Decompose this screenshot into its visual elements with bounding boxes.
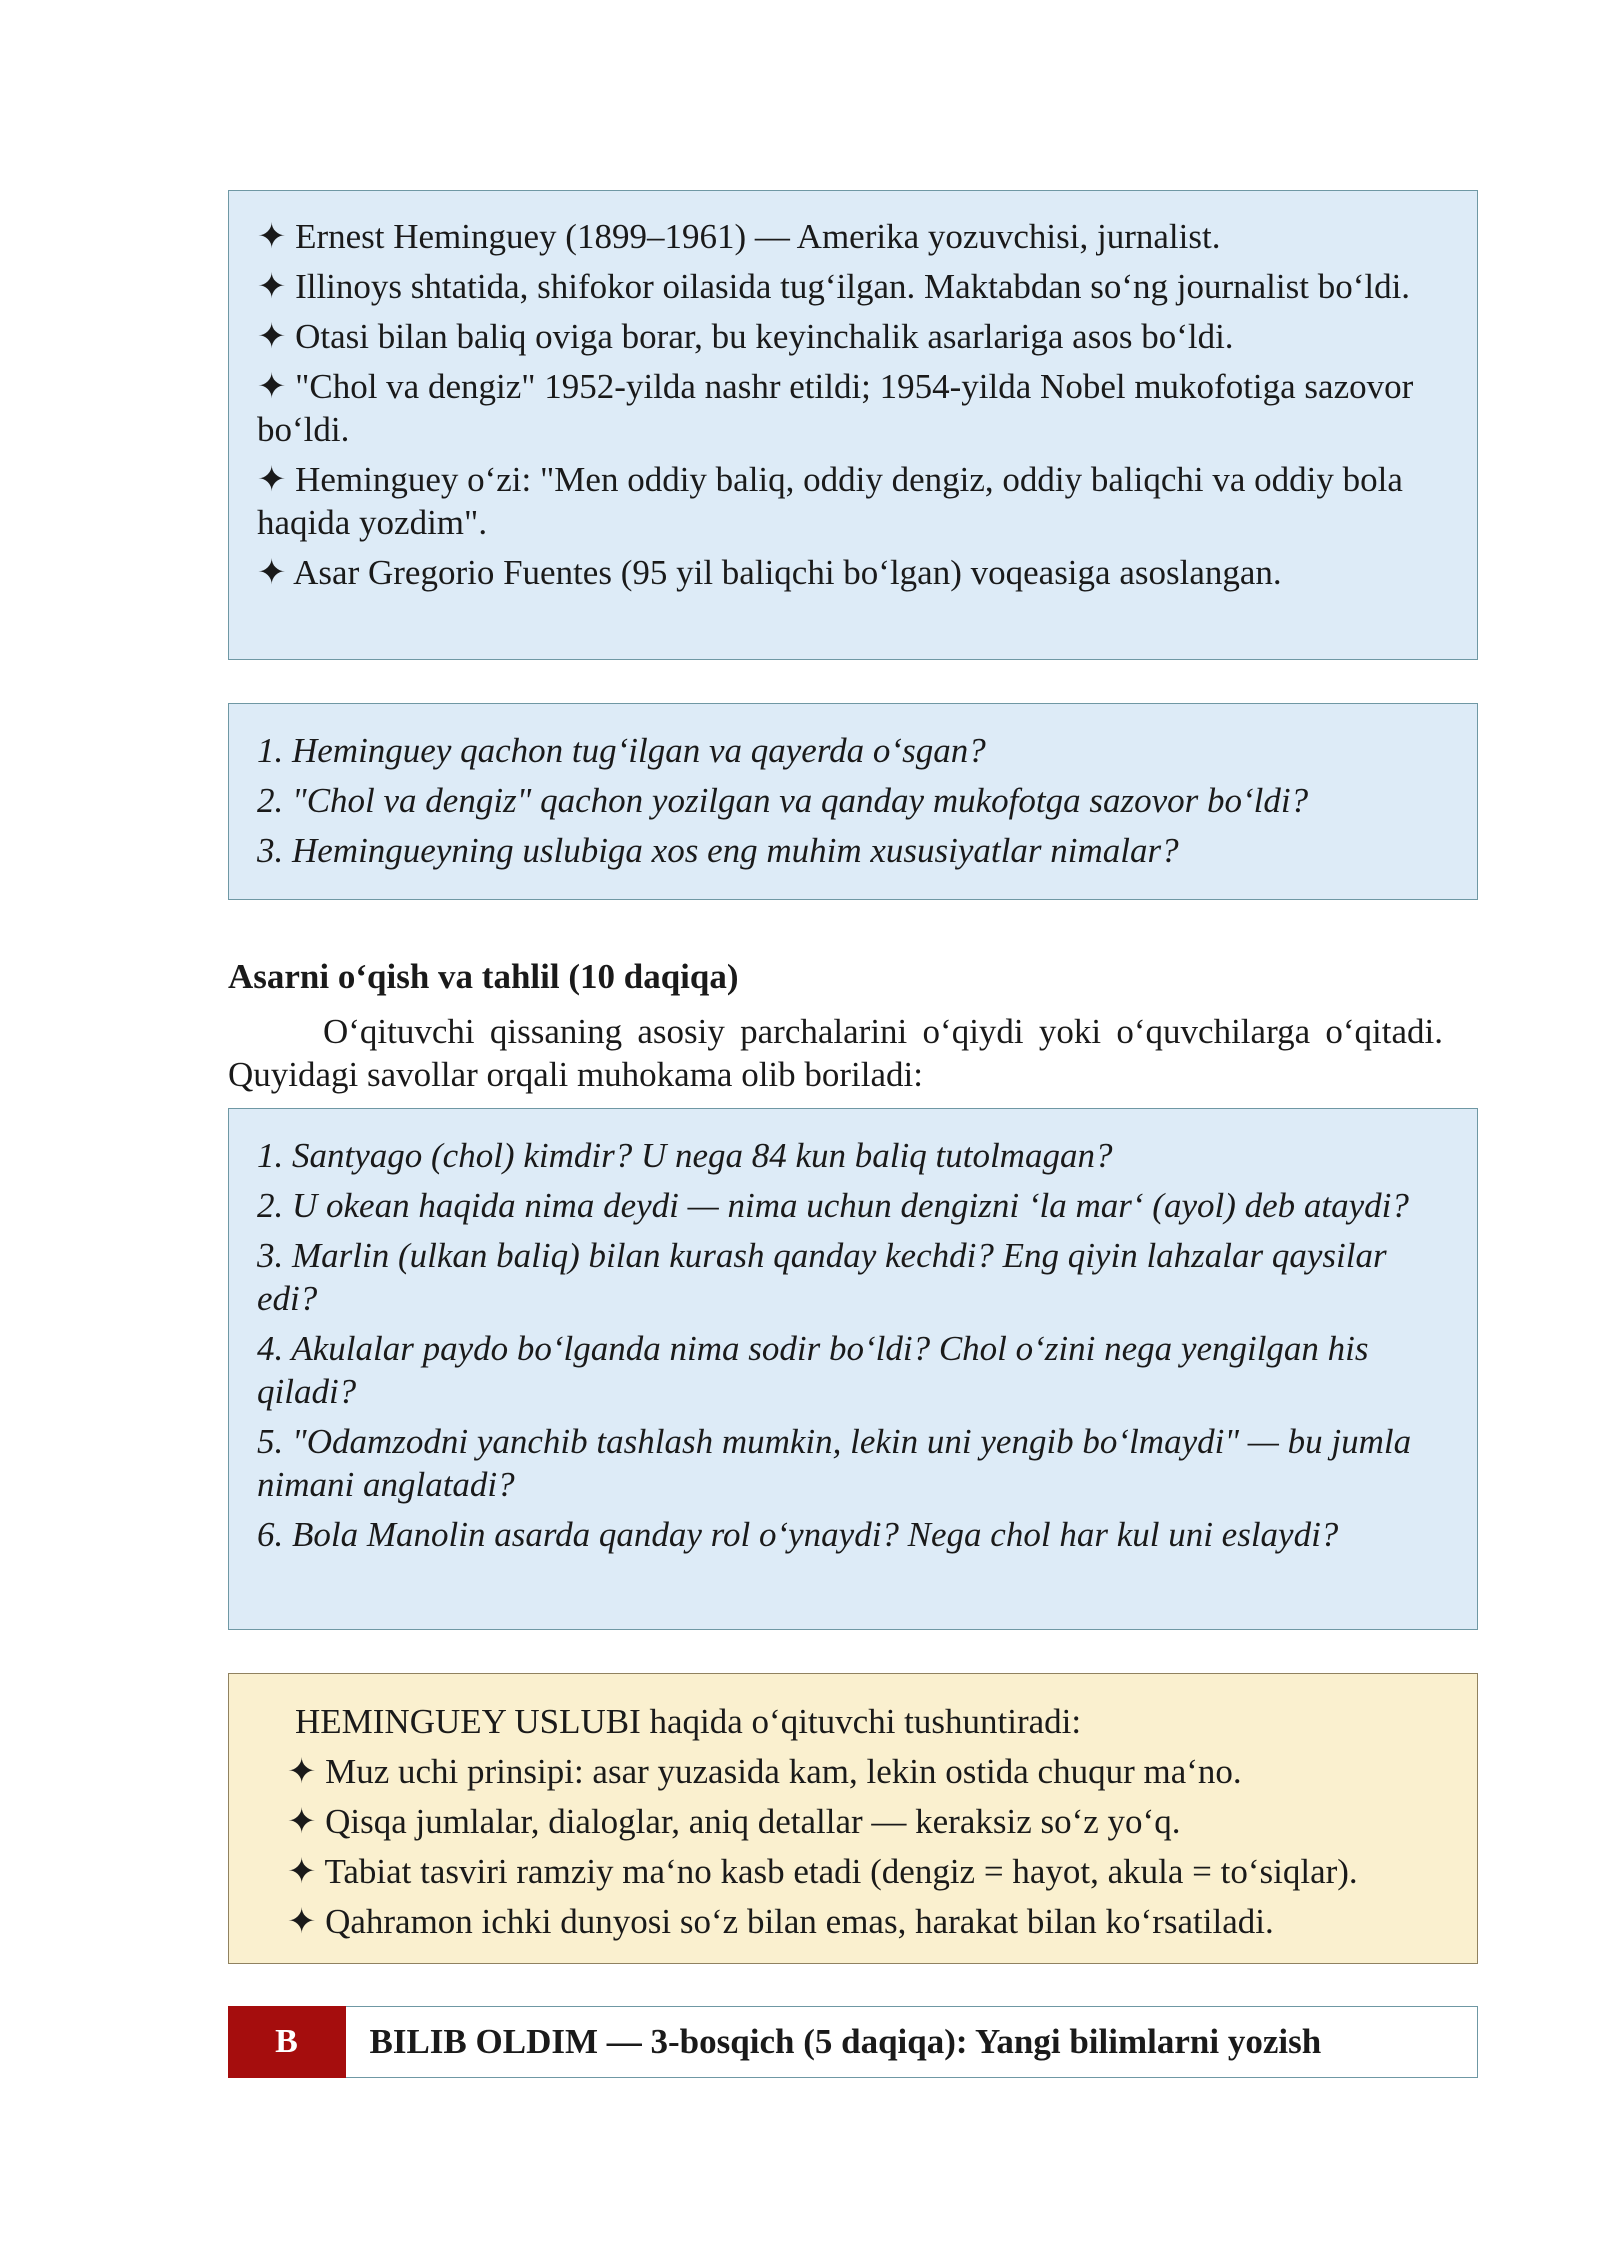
biography-box: [228, 190, 1478, 660]
bio-item: ✦ Heminguey oʻzi: "Men oddiy baliq, oddiy dengiz, oddiy baliqchi va oddiy bola haqida yozdim".: [257, 460, 1403, 542]
bio-item: ✦ Ernest Heminguey (1899–1961) — Amerika yozuvchisi, jurnalist.: [257, 217, 1221, 256]
question-item: 3. Hemingueyning uslubiga xos eng muhim xususiyatlar nimalar?: [257, 831, 1179, 870]
bio-item: ✦ "Chol va dengiz" 1952-yilda nashr etildi; 1954-yilda Nobel mukofotiga sazovor boʻldi.: [257, 367, 1414, 449]
intro-questions-box: [228, 703, 1478, 900]
section-paragraph: Oʻqituvchi qissaning asosiy parchalarini oʻqiydi yoki oʻquvchilarga oʻqitadi. Quyidagi savollar orqali muhokama olib boriladi:: [228, 1012, 1443, 1094]
style-note-item: ✦ Tabiat tasviri ramziy maʻno kasb etadi (dengiz = hayot, akula = toʻsiqlar).: [287, 1852, 1358, 1891]
question-item: 1. Heminguey qachon tugʻilgan va qayerda oʻsgan?: [257, 731, 986, 770]
bio-item: ✦ Illinoys shtatida, shifokor oilasida tugʻilgan. Maktabdan soʻng journalist boʻldi.: [257, 267, 1411, 306]
style-note-heading: HEMINGUEY USLUBI haqida oʻqituvchi tushuntiradi:: [295, 1702, 1082, 1741]
question-item: 4. Akulalar paydo boʻlganda nima sodir boʻldi? Chol oʻzini nega yengilgan his qiladi?: [257, 1329, 1369, 1411]
style-note-item: ✦ Qisqa jumlalar, dialoglar, aniq detallar — keraksiz soʻz yoʻq.: [287, 1802, 1181, 1841]
bio-item: ✦ Asar Gregorio Fuentes (95 yil baliqchi boʻlgan) voqeasiga asoslangan.: [257, 553, 1282, 592]
style-note-item: ✦ Qahramon ichki dunyosi soʻz bilan emas, harakat bilan koʻrsatiladi.: [287, 1902, 1274, 1941]
style-note-item: ✦ Muz uchi prinsipi: asar yuzasida kam, lekin ostida chuqur maʻno.: [287, 1752, 1242, 1791]
question-item: 1. Santyago (chol) kimdir? U nega 84 kun baliq tutolmagan?: [257, 1136, 1113, 1175]
stage-banner: [228, 2006, 1478, 2078]
bio-item: ✦ Otasi bilan baliq oviga borar, bu keyinchalik asarlariga asos boʻldi.: [257, 317, 1234, 356]
question-item: 2. U okean haqida nima deydi — nima uchun dengizni ‘la mar‘ (ayol) deb ataydi?: [257, 1186, 1409, 1225]
question-item: 2. "Chol va dengiz" qachon yozilgan va qanday mukofotga sazovor boʻldi?: [257, 781, 1309, 820]
stage-title: BILIB OLDIM — 3-bosqich (5 daqiqa): Yangi bilimlarni yozish: [369, 2022, 1322, 2061]
question-item: 6. Bola Manolin asarda qanday rol oʻynaydi? Nega chol har kul uni eslaydi?: [257, 1515, 1339, 1554]
question-item: 3. Marlin (ulkan baliq) bilan kurash qanday kechdi? Eng qiyin lahzalar qaysilar edi?: [257, 1236, 1387, 1318]
stage-letter-badge: B: [228, 2006, 346, 2078]
analysis-questions-box: [228, 1108, 1478, 1630]
section-title: Asarni oʻqish va tahlil (10 daqiqa): [228, 957, 739, 996]
question-item: 5. "Odamzodni yanchib tashlash mumkin, lekin uni yengib boʻlmaydi" — bu jumla nimani anglatadi?: [257, 1422, 1412, 1504]
style-note-box: [228, 1673, 1478, 1964]
